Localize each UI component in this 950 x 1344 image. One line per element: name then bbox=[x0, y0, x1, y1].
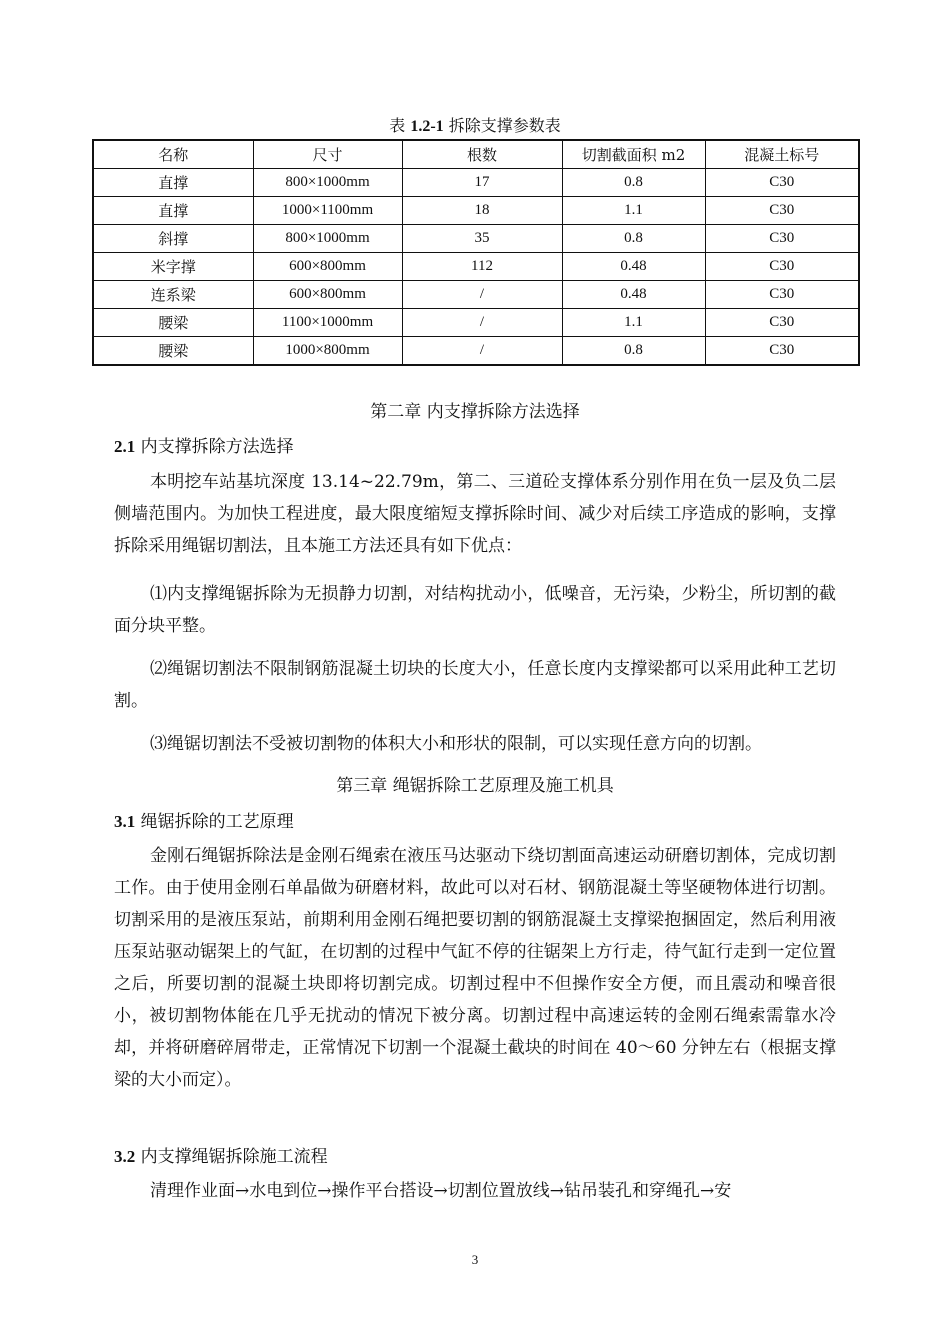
cell-cut-area: 0.8 bbox=[562, 337, 705, 366]
table-row bbox=[93, 253, 859, 281]
cell-size: 800×1000mm bbox=[253, 169, 402, 197]
cell-name: 连系梁 bbox=[93, 281, 253, 309]
paragraph-2-1-intro: 本明挖车站基坑深度 13.14~22.79m，第二、三道砼支撑体系分别作用在负一层及负二层侧墙范围内。为加快工程进度，最大限度缩短支撑拆除时间、减少对后续工序造成的影响，支撑拆除采用绳锯切割法，且本施工方法还具有如下优点： bbox=[114, 472, 836, 556]
cell-grade: C30 bbox=[705, 253, 859, 281]
page-number: 3 bbox=[471, 1252, 479, 1267]
section-3-1-title: 绳锯拆除的工艺原理 bbox=[140, 812, 294, 832]
table-caption-title: 拆除支撑参数表 bbox=[448, 116, 561, 135]
table-caption-number: 1.2-1 bbox=[410, 118, 444, 135]
cell-count: / bbox=[402, 309, 562, 337]
cell-name: 腰梁 bbox=[93, 337, 253, 366]
cell-cut-area: 0.8 bbox=[562, 169, 705, 197]
cell-size: 1000×1100mm bbox=[253, 197, 402, 225]
cell-cut-area: 1.1 bbox=[562, 197, 705, 225]
cell-name: 米字撑 bbox=[93, 253, 253, 281]
header-name: 名称 bbox=[93, 140, 253, 169]
section-3-1-heading bbox=[114, 807, 294, 832]
cell-cut-area: 0.48 bbox=[562, 281, 705, 309]
cell-name: 直撑 bbox=[93, 169, 253, 197]
section-2-1-heading bbox=[114, 432, 294, 457]
section-2-1-title: 内支撑拆除方法选择 bbox=[140, 437, 294, 457]
cell-cut-area: 0.8 bbox=[562, 225, 705, 253]
header-count: 根数 bbox=[402, 140, 562, 169]
header-size: 尺寸 bbox=[253, 140, 402, 169]
header-cut-area: 切割截面积 m2 bbox=[562, 140, 705, 169]
cell-grade: C30 bbox=[705, 309, 859, 337]
paragraph-3-1-principle: 金刚石绳锯拆除法是金刚石绳索在液压马达驱动下绕切割面高速运动研磨切割体，完成切割工作。由于使用金刚石单晶做为研磨材料，故此可以对石材、钢筋混凝土等坚硬物体进行切割。切割采用的是液压泵站，前期利用金刚石绳把要切割的钢筋混凝土支撑梁抱捆固定，然后利用液压泵站驱动锯架上的气缸，在切割的过程中气缸不停的往锯架上方行走，待气缸行走到一定位置之后，所要切割的混凝土块即将切割完成。切割过程中不但操作安全方便，而且震动和噪音很小，被切割物体能在几乎无扰动的情况下被分离。切割过程中高速运转的金刚石绳索需靠水冷却，并将研磨碎屑带走，正常情况下切割一个混凝土截块的时间在 40～60 分钟左右（根据支撑梁的大小而定）。 bbox=[114, 846, 836, 1090]
cell-grade: C30 bbox=[705, 225, 859, 253]
paragraph-advantage-3: ⑶绳锯切割法不受被切割物的体积大小和形状的限制，可以实现任意方向的切割。 bbox=[150, 734, 762, 754]
table-row bbox=[93, 197, 859, 225]
section-3-2-title: 内支撑绳锯拆除施工流程 bbox=[140, 1147, 328, 1167]
cell-grade: C30 bbox=[705, 169, 859, 197]
cell-name: 直撑 bbox=[93, 197, 253, 225]
table-row bbox=[93, 281, 859, 309]
cell-size: 600×800mm bbox=[253, 253, 402, 281]
table-row bbox=[93, 169, 859, 197]
table-row bbox=[93, 225, 859, 253]
cell-cut-area: 1.1 bbox=[562, 309, 705, 337]
cell-count: 18 bbox=[402, 197, 562, 225]
cell-count: 112 bbox=[402, 253, 562, 281]
cell-count: / bbox=[402, 281, 562, 309]
cell-size: 1000×800mm bbox=[253, 337, 402, 366]
cell-count: 35 bbox=[402, 225, 562, 253]
table-caption bbox=[0, 113, 950, 136]
cell-grade: C30 bbox=[705, 337, 859, 366]
header-concrete-grade: 混凝土标号 bbox=[705, 140, 859, 169]
section-2-1-number: 2.1 bbox=[114, 437, 136, 456]
cell-grade: C30 bbox=[705, 197, 859, 225]
cell-cut-area: 0.48 bbox=[562, 253, 705, 281]
support-parameter-table bbox=[92, 139, 860, 366]
cell-grade: C30 bbox=[705, 281, 859, 309]
section-3-1-number: 3.1 bbox=[114, 812, 136, 831]
table-row bbox=[93, 337, 859, 366]
cell-count: / bbox=[402, 337, 562, 366]
paragraph-advantage-1: ⑴内支撑绳锯拆除为无损静力切割，对结构扰动小，低噪音，无污染，少粉尘，所切割的截面分块平整。 bbox=[114, 584, 836, 636]
cell-size: 800×1000mm bbox=[253, 225, 402, 253]
cell-size: 1100×1000mm bbox=[253, 309, 402, 337]
cell-name: 腰梁 bbox=[93, 309, 253, 337]
table-caption-prefix: 表 bbox=[389, 116, 406, 135]
paragraph-3-2-flow: 清理作业面→水电到位→操作平台搭设→切割位置放线→钻吊装孔和穿绳孔→安 bbox=[150, 1181, 732, 1201]
section-3-2-number: 3.2 bbox=[114, 1147, 136, 1166]
cell-size: 600×800mm bbox=[253, 281, 402, 309]
table-header-row bbox=[93, 140, 859, 169]
section-3-2-heading bbox=[114, 1142, 328, 1167]
cell-count: 17 bbox=[402, 169, 562, 197]
chapter-2-title: 第二章 内支撑拆除方法选择 bbox=[370, 402, 580, 422]
cell-name: 斜撑 bbox=[93, 225, 253, 253]
table-row bbox=[93, 309, 859, 337]
chapter-3-title: 第三章 绳锯拆除工艺原理及施工机具 bbox=[336, 776, 614, 796]
paragraph-advantage-2: ⑵绳锯切割法不限制钢筋混凝土切块的长度大小，任意长度内支撑梁都可以采用此种工艺切割。 bbox=[114, 659, 836, 711]
